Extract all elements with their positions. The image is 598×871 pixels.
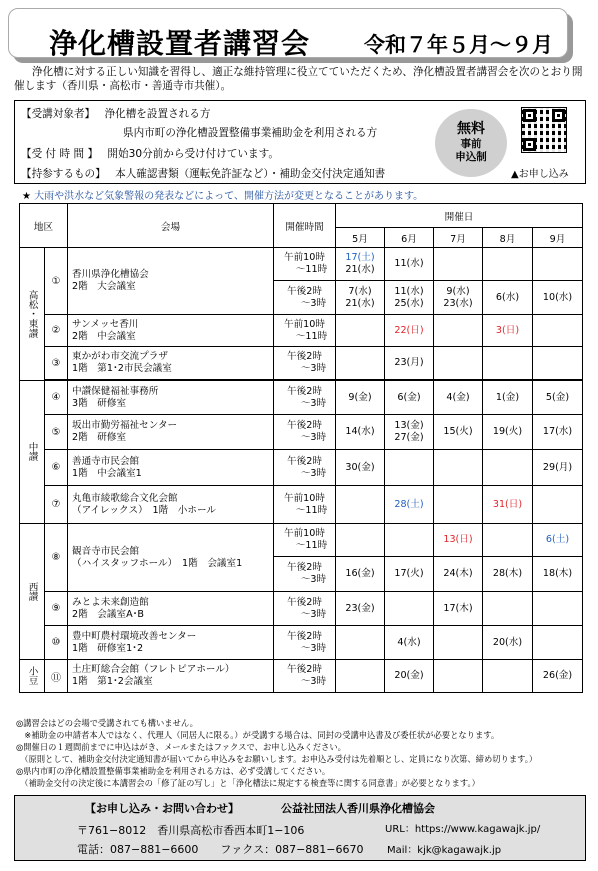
- note-line: （補助金交付の決定後に本講習会の「修了証の写し」と「浄化槽法に規定する検査等に関する同意書」が必要となります。）: [16, 778, 480, 788]
- venue-number: ④: [45, 381, 68, 415]
- date-cell: 26(金): [533, 660, 583, 693]
- date-cell: 11(水) 25(水): [385, 281, 434, 315]
- info-box: [14, 100, 586, 184]
- month-sep: 9月: [533, 228, 583, 248]
- header-date: 開催日: [336, 204, 583, 228]
- bring-label: 【持参するもの】: [21, 168, 106, 180]
- intro-text: 浄化槽に対する正しい知識を習得し、適正な維持管理に役立てていただくため、浄化槽設置者講習会を次のとおり開催します（香川県・高松市・善通寺市共催）。: [14, 66, 583, 92]
- date-cell: 4(水): [385, 626, 434, 660]
- date-cell: 29(月): [533, 450, 583, 486]
- venue-name: 土庄町総合会館（フレトピアホール） 1階 第1･2会議室: [68, 660, 274, 693]
- warning-text: 大雨や洪水など気象警報の発表などによって、開催方法が変更となることがあります。: [34, 191, 424, 202]
- date-cell: 6(金): [385, 381, 434, 415]
- date-cell: 13(日): [434, 524, 483, 557]
- date-cell: 3(日): [483, 315, 533, 347]
- venue-name: みとよ未来創造館 2階 会議室A･B: [68, 592, 274, 626]
- venue-name: 香川県浄化槽協会 2階 大会議室: [68, 248, 274, 315]
- venue-name: 善通寺市民会館 1階 中会議室1: [68, 450, 274, 486]
- date-cell: 17(火): [385, 557, 434, 592]
- venue-number: ⑧: [45, 524, 68, 592]
- date-cell: 6(水): [483, 281, 533, 315]
- bring-text: 本人確認書類（運転免許証など）・補助金交付決定通知書: [115, 168, 386, 180]
- time-am: 午前10時 〜11時: [274, 315, 336, 347]
- date-cell: 11(水): [385, 248, 434, 281]
- time-pm: 午後2時 〜3時: [274, 450, 336, 486]
- date-cell: 23(金): [336, 592, 385, 626]
- phone-fax: 電話：087−881−6600 ファクス：087−881−6670: [77, 843, 364, 856]
- time-am: 午前10時 〜11時: [274, 524, 336, 557]
- org-name: 公益社団法人香川県浄化槽協会: [281, 802, 435, 815]
- date-cell: 15(火): [434, 415, 483, 450]
- target-label: 【受講対象者】: [21, 108, 96, 120]
- time-am: 午前10時 〜11時: [274, 486, 336, 524]
- note-line: ※補助金の申請者本人ではなく、代理人（同居人に限る。）が受講する場合は、同封の受講申込書及び委任状が必要となります。: [16, 730, 500, 740]
- date-cell: 9(金): [336, 381, 385, 415]
- venue-name: 中讃保健福祉事務所 3階 研修室: [68, 381, 274, 415]
- free-title: 無料: [457, 121, 485, 137]
- target-text-1: 浄化槽を設置される方: [104, 108, 211, 120]
- time-pm: 午後2時 〜3時: [274, 626, 336, 660]
- address: 〒761−8012 香川県高松市香西本町1−106: [77, 824, 305, 837]
- date-cell: 17(水): [533, 415, 583, 450]
- date-cell: 23(月): [385, 347, 434, 380]
- page-title: 浄化槽設置者講習会: [49, 27, 311, 60]
- date-cell: 10(水): [533, 281, 583, 315]
- date-cell: 31(日): [483, 486, 533, 524]
- time-pm: 午後2時 〜3時: [274, 660, 336, 693]
- venue-name: サンメッセ香川 2階 中会議室: [68, 315, 274, 347]
- warning-note: [22, 187, 423, 202]
- date-cell: 17(木): [434, 592, 483, 626]
- time-pm: 午後2時 〜3時: [274, 415, 336, 450]
- date-cell: 19(火): [483, 415, 533, 450]
- month-may: 5月: [336, 228, 385, 248]
- date-cell: 18(木): [533, 557, 583, 592]
- date-cell: 1(金): [483, 381, 533, 415]
- reception-label: 【受 付 時 間 】: [21, 148, 99, 160]
- date-cell: 14(水): [336, 415, 385, 450]
- free-line-2: 申込制: [455, 151, 487, 163]
- page-subtitle: 令和７年５月〜９月: [364, 33, 553, 57]
- date-cell: 24(木): [434, 557, 483, 592]
- time-pm: 午後2時 〜3時: [274, 592, 336, 626]
- venue-name: 観音寺市民会館 （ハイスタッフホール） 1階 会議室1: [68, 524, 274, 592]
- target-text-2: 県内市町の浄化槽設置整備事業補助金を利用される方: [123, 127, 378, 139]
- date-cell: 22(日): [385, 315, 434, 347]
- time-pm: 午後2時 〜3時: [274, 347, 336, 380]
- venue-name: 坂出市勤労福祉センター 2階 研修室: [68, 415, 274, 450]
- notes: [16, 717, 591, 789]
- date-cell: 4(金): [434, 381, 483, 415]
- date-cell: 17(土) 21(水): [336, 248, 385, 281]
- header-time: 開催時間: [274, 204, 336, 248]
- venue-number: ⑤: [45, 415, 68, 450]
- venue-name: 丸亀市綾歌総合文化会館 （アイレックス） 1階 小ホール: [68, 486, 274, 524]
- title-box: [8, 8, 568, 58]
- venue-name: 豊中町農村環境改善センター 1階 研修室1･2: [68, 626, 274, 660]
- area-takamatsu: 高松・東讃: [20, 248, 45, 381]
- reception-row: [21, 146, 279, 161]
- area-chusan: 中讃: [20, 381, 45, 524]
- apply-label: ▲お申し込み: [511, 169, 569, 180]
- date-cell: 9(水) 23(水): [434, 281, 483, 315]
- venue-name: 東かがわ市交流プラザ 1階 第1･2市民会議室: [68, 347, 274, 380]
- venue-number: ⑩: [45, 626, 68, 660]
- note-line: ◎開催日の１週間前までに申込はがき、メールまたはファクスで、お申し込みください。: [16, 742, 346, 752]
- schedule-table: [19, 203, 583, 693]
- time-pm: 午後2時 〜3時: [274, 281, 336, 315]
- contact-label: 【お申し込み・お問い合わせ】: [85, 802, 239, 815]
- venue-number: ③: [45, 347, 68, 380]
- date-cell: 28(木): [483, 557, 533, 592]
- time-am: 午前10時 〜11時: [274, 248, 336, 281]
- time-pm: 午後2時 〜3時: [274, 557, 336, 592]
- star-icon: ★: [22, 191, 31, 202]
- venue-number: ⑥: [45, 450, 68, 486]
- venue-number: ①: [45, 248, 68, 315]
- target-row: [21, 106, 210, 121]
- date-cell: 20(金): [385, 660, 434, 693]
- venue-number: ⑪: [45, 660, 68, 693]
- note-line: （原則として、補助金交付決定通知書が届いてから申込みをお願いします。お申込み受付は先着順とし、定員になり次第、締め切ります。）: [16, 754, 538, 764]
- date-cell: 20(水): [483, 626, 533, 660]
- date-cell: 28(土): [385, 486, 434, 524]
- note-line: ◎講習会はどの会場で受講されても構いません。: [16, 718, 198, 728]
- bring-row: [21, 166, 385, 181]
- area-shodo: 小豆: [20, 660, 45, 693]
- venue-number: ②: [45, 315, 68, 347]
- free-line-1: 事前: [460, 138, 482, 150]
- date-cell: 6(土): [533, 524, 583, 557]
- reception-text: 開始30分前から受け付けています。: [107, 148, 279, 160]
- note-line: ◎県内市町の浄化槽設置整備事業補助金を利用される方は、必ず受講してください。: [16, 766, 331, 776]
- mail-link[interactable]: Mail：kjk@kagawajk.jp: [387, 845, 502, 856]
- venue-number: ⑨: [45, 592, 68, 626]
- month-jul: 7月: [434, 228, 483, 248]
- month-jun: 6月: [385, 228, 434, 248]
- time-pm: 午後2時 〜3時: [274, 381, 336, 415]
- header-area: 地区: [20, 204, 68, 248]
- month-aug: 8月: [483, 228, 533, 248]
- date-cell: 16(金): [336, 557, 385, 592]
- date-cell: 7(水) 21(水): [336, 281, 385, 315]
- area-seisan: 西讃: [20, 524, 45, 660]
- date-cell: 13(金) 27(金): [385, 415, 434, 450]
- free-badge: [435, 109, 507, 177]
- date-cell: 5(金): [533, 381, 583, 415]
- url-link[interactable]: URL：https://www.kagawajk.jp/: [385, 824, 541, 835]
- date-cell: 30(金): [336, 450, 385, 486]
- qr-code-icon[interactable]: [521, 107, 567, 153]
- header-venue: 会場: [68, 204, 274, 248]
- venue-number: ⑦: [45, 486, 68, 524]
- contact-footer: [14, 795, 586, 861]
